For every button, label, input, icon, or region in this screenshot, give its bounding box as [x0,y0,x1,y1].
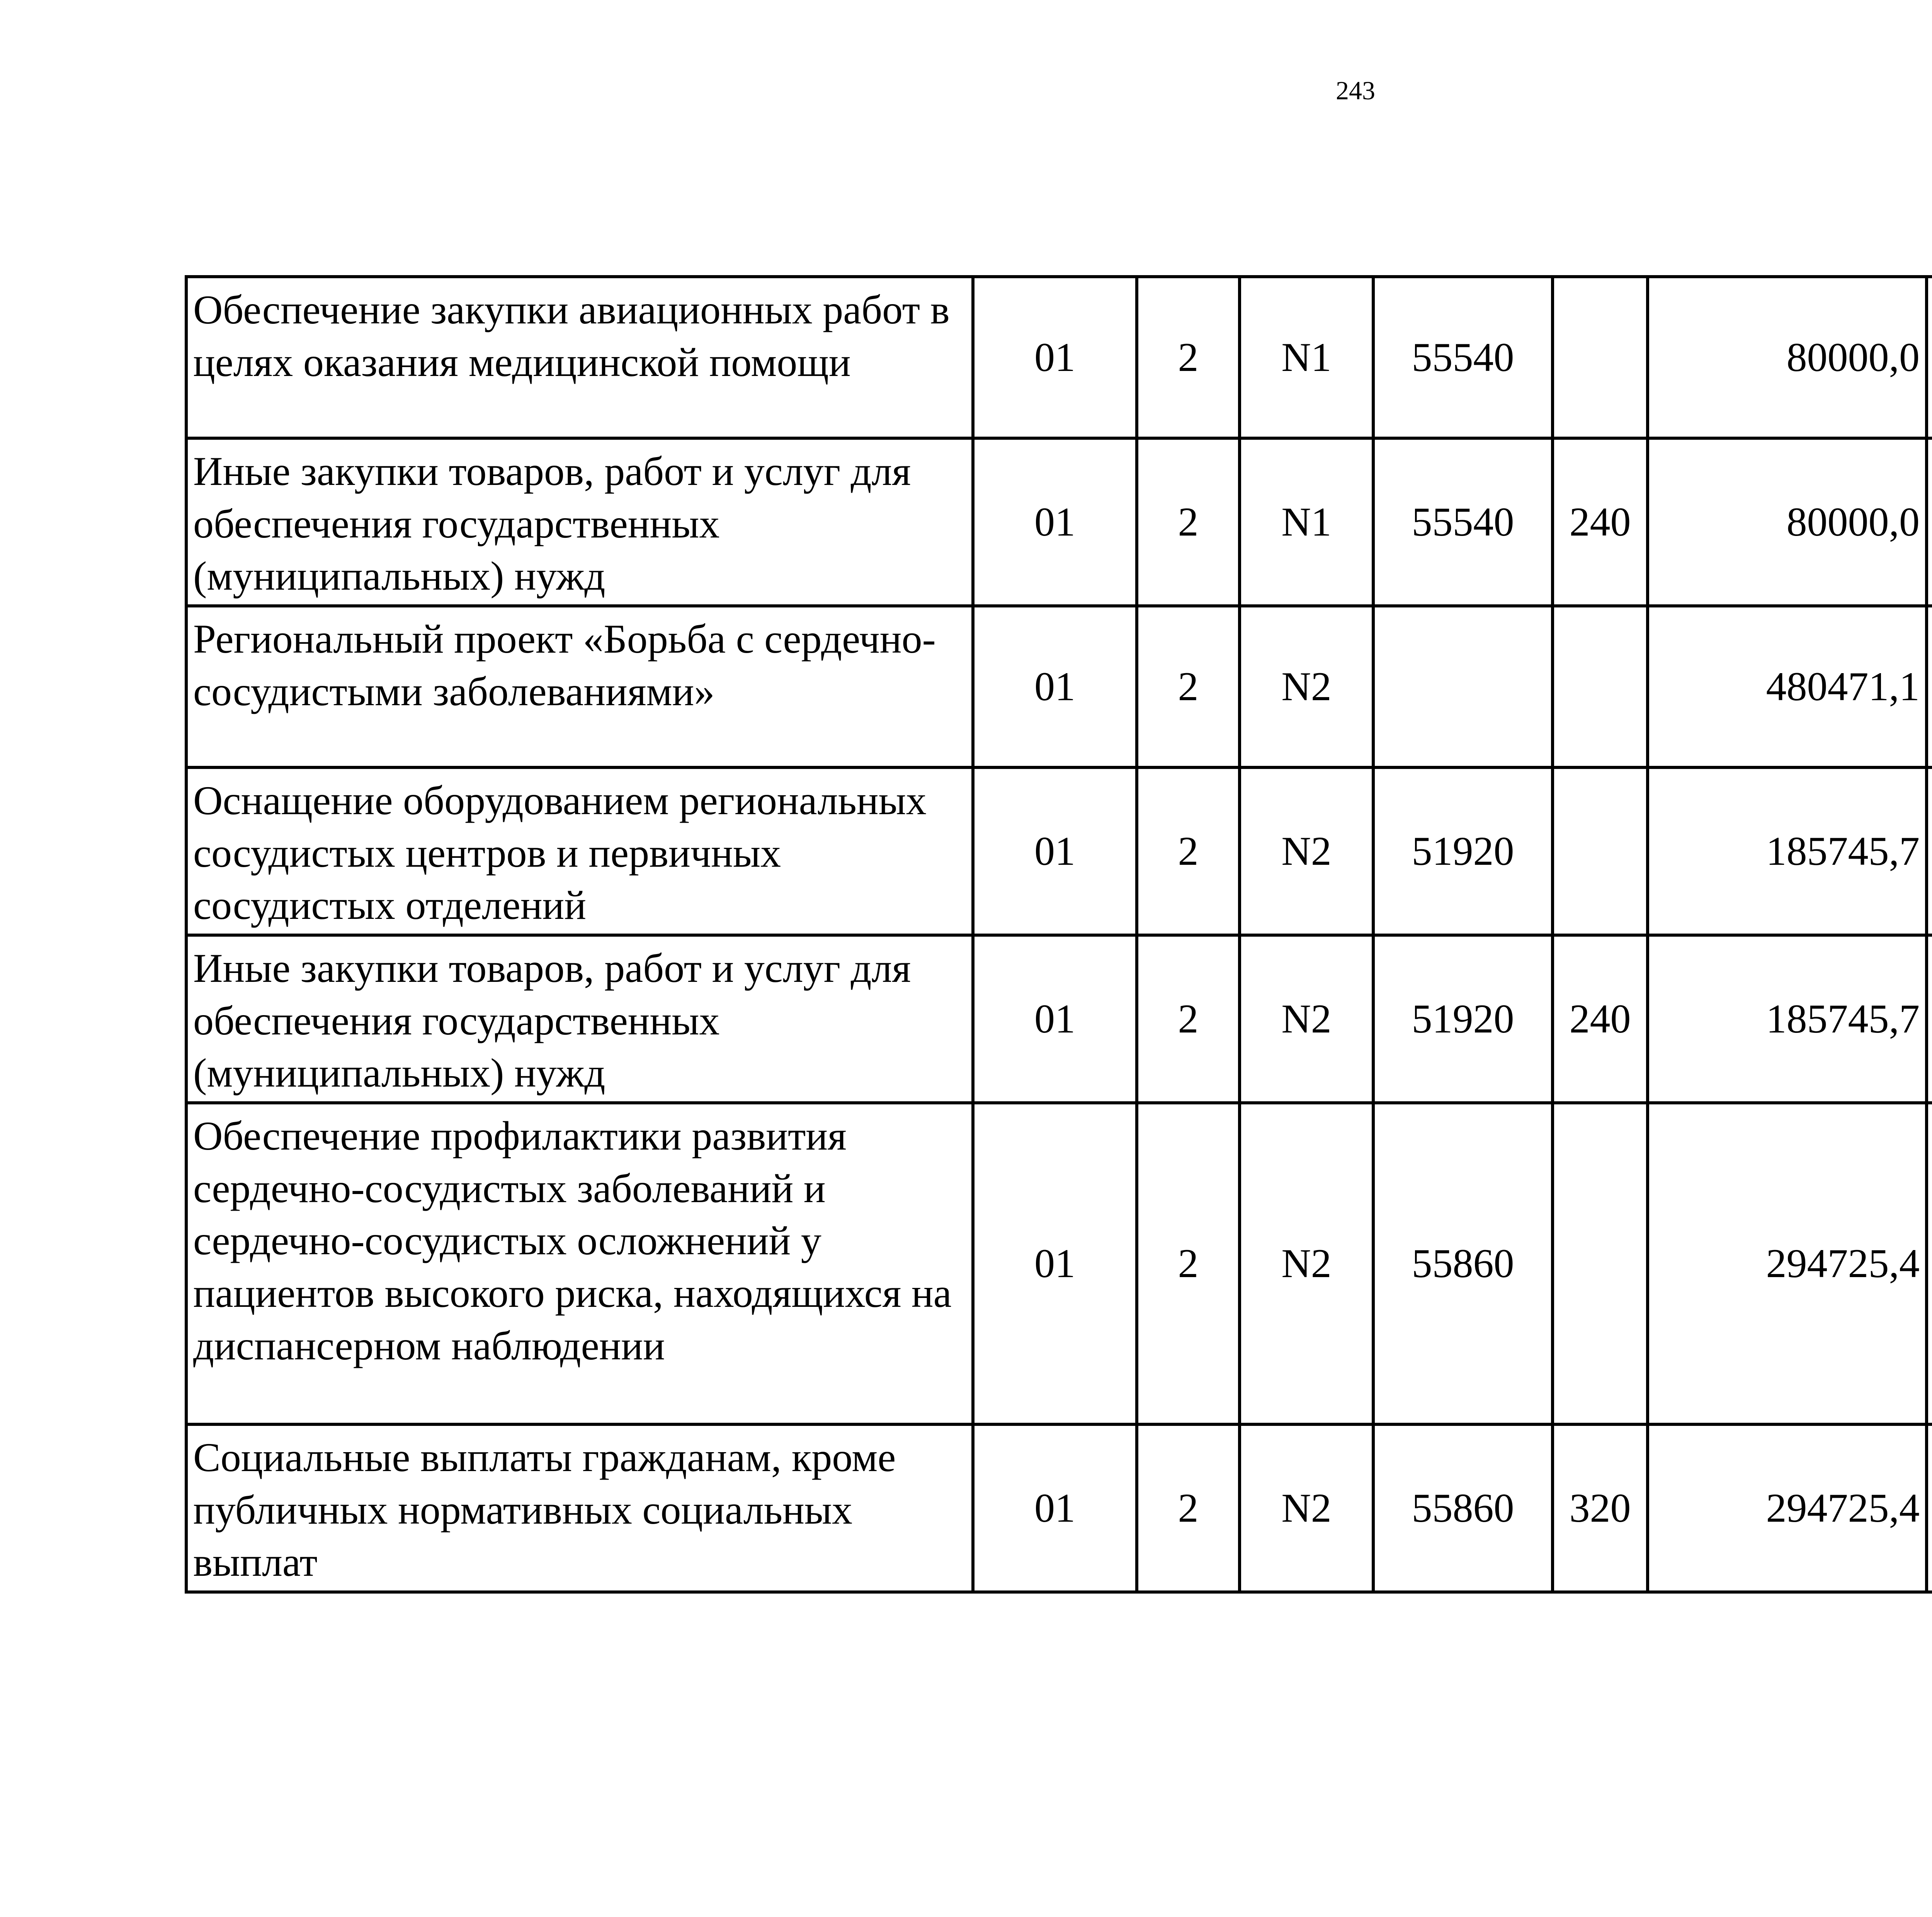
amount-year1-cell: 294725,4 [1648,1103,1927,1424]
amount-year1-cell: 185745,7 [1648,767,1927,935]
subprogram-code-cell: 2 [1137,606,1240,767]
project-code-cell: N1 [1240,438,1373,606]
project-code-cell: N1 [1240,277,1373,438]
amount-year2-cell [1927,767,1932,935]
project-code-cell: N2 [1240,1424,1373,1592]
amount-year1-cell: 185745,7 [1648,935,1927,1103]
table-row [186,767,1932,935]
row-name: Обеспечение профилактики развития сердечно-сосудистых заболеваний и сердечно-сосудистых осложнений у пациентов высокого риска, находящихся на диспансерном наблюдении [186,1103,973,1424]
row-name: Региональный проект «Борьба с сердечно-сосудистыми заболеваниями» [186,606,973,767]
direction-code-cell: 51920 [1373,767,1553,935]
expense-type-cell: 320 [1553,1424,1648,1592]
direction-code-cell: 55540 [1373,277,1553,438]
amount-year2-cell [1927,277,1932,438]
table-row [186,277,1932,438]
page-number: 243 [1336,76,1375,105]
direction-code-cell: 51920 [1373,935,1553,1103]
direction-code-cell: 55860 [1373,1424,1553,1592]
row-name: Обеспечение закупки авиационных работ в целях оказания медицинской помощи [186,277,973,438]
amount-year1-cell: 80000,0 [1648,438,1927,606]
subprogram-code-cell: 2 [1137,277,1240,438]
row-name: Иные закупки товаров, работ и услуг для обеспечения государственных (муниципальных) нужд [186,438,973,606]
row-name: Социальные выплаты гражданам, кроме публичных нормативных социальных выплат [186,1424,973,1592]
direction-code-cell: 55540 [1373,438,1553,606]
expense-type-cell [1553,606,1648,767]
amount-year1-cell: 80000,0 [1648,277,1927,438]
table-row [186,935,1932,1103]
amount-year1-cell: 294725,4 [1648,1424,1927,1592]
expense-type-cell: 240 [1553,438,1648,606]
project-code-cell: N2 [1240,767,1373,935]
subprogram-code-cell: 2 [1137,767,1240,935]
amount-year2-cell [1927,1424,1932,1592]
amount-year2-cell [1927,606,1932,767]
table-row [186,1424,1932,1592]
project-code-cell: N2 [1240,1103,1373,1424]
program-code-cell: 01 [973,277,1137,438]
row-name: Оснащение оборудованием региональных сосудистых центров и первичных сосудистых отделений [186,767,973,935]
direction-code-cell: 55860 [1373,1103,1553,1424]
program-code-cell: 01 [973,1424,1137,1592]
expense-type-cell [1553,1103,1648,1424]
expense-type-cell [1553,767,1648,935]
amount-year1-cell: 480471,1 [1648,606,1927,767]
project-code-cell: N2 [1240,606,1373,767]
subprogram-code-cell: 2 [1137,1103,1240,1424]
amount-year2-cell [1927,438,1932,606]
subprogram-code-cell: 2 [1137,1424,1240,1592]
project-code-cell: N2 [1240,935,1373,1103]
direction-code-cell [1373,606,1553,767]
program-code-cell: 01 [973,438,1137,606]
table-row [186,1103,1932,1424]
program-code-cell: 01 [973,767,1137,935]
row-name: Иные закупки товаров, работ и услуг для обеспечения государственных (муниципальных) нужд [186,935,973,1103]
budget-table [185,275,1932,1594]
amount-year2-cell [1927,935,1932,1103]
program-code-cell: 01 [973,1103,1137,1424]
program-code-cell: 01 [973,935,1137,1103]
table-row [186,438,1932,606]
expense-type-cell: 240 [1553,935,1648,1103]
subprogram-code-cell: 2 [1137,438,1240,606]
subprogram-code-cell: 2 [1137,935,1240,1103]
amount-year2-cell [1927,1103,1932,1424]
program-code-cell: 01 [973,606,1137,767]
table-row [186,606,1932,767]
expense-type-cell [1553,277,1648,438]
